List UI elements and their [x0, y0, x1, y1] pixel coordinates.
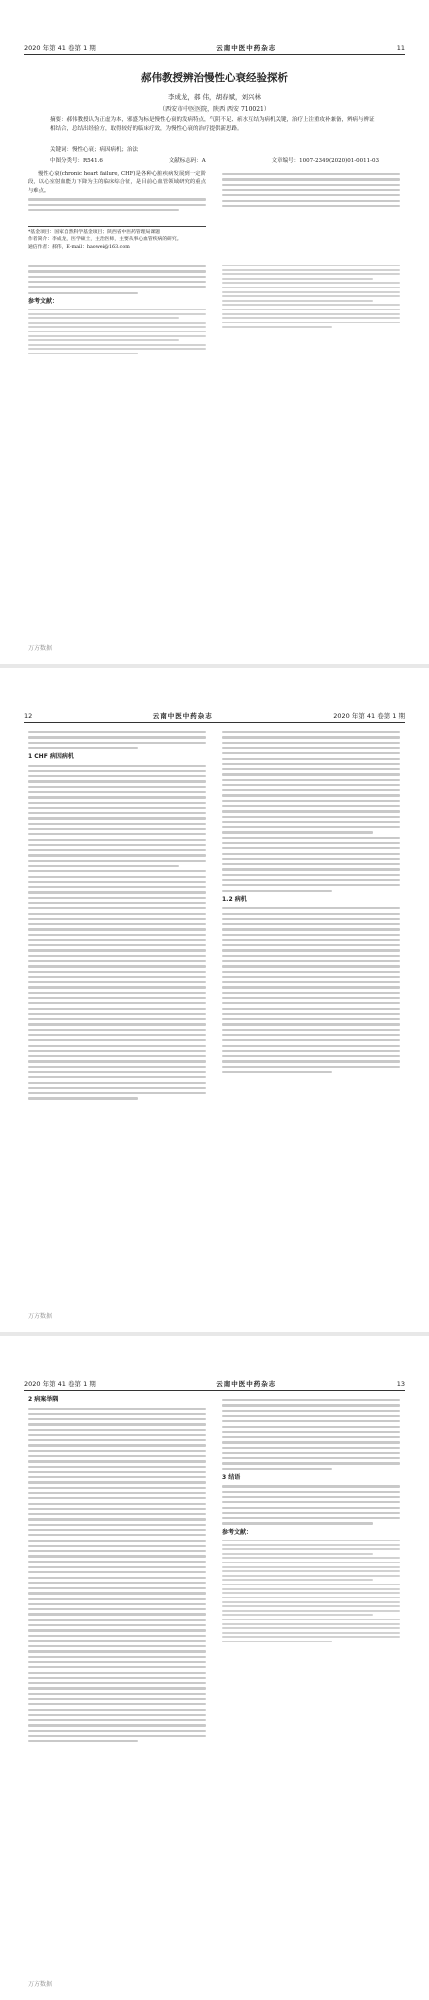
left-column [28, 728, 206, 1103]
left-column [28, 1396, 206, 1746]
header-page-number: 13 [396, 1380, 405, 1388]
text-block [28, 265, 206, 294]
author-list: 李成龙，郝 伟，胡春斌，刘兴林 [167, 93, 262, 101]
left-column-body [28, 262, 206, 357]
header-journal: 云南中医中药杂志 [216, 44, 277, 52]
page-1 [0, 0, 429, 664]
keywords: 关键词：慢性心衰；病因病机；治法 [50, 147, 139, 153]
header-page-number: 11 [396, 44, 405, 52]
references-heading: 参考文献： [222, 1528, 253, 1536]
right-column [222, 1396, 400, 1645]
text-block [28, 765, 206, 1100]
section-heading: 2 病案举隅 [28, 1396, 59, 1403]
page-header [24, 40, 405, 55]
article-title: 郝伟教授辨治慢性心衰经验探析 [141, 72, 288, 84]
watermark: 万方数据 [28, 645, 53, 652]
header-journal: 云南中医中药杂志 [152, 712, 213, 720]
article-metadata [50, 156, 379, 164]
subsection-heading: 1.2 病机 [222, 895, 247, 903]
right-column-body [222, 170, 400, 210]
text-block [222, 731, 400, 892]
author-note: 作者简介：李成龙，医学硕士，主治医师，主要从事心血管疾病的研究。 [28, 237, 182, 243]
page-3 [0, 1336, 429, 2000]
clc-number: 中图分类号：R541.6 [50, 158, 103, 164]
abstract: 摘要：郝伟教授认为正虚为本，邪盛为标是慢性心衰的发病特点，气阴不足、瘀水互结为病机关键，治疗上注重攻补兼备，辨病与辨证相结合，总结出经验方，取得较好的临床疗效，为慢性心衰的治疗提供新思路。 [50, 117, 375, 132]
references-heading: 参考文献： [28, 297, 59, 305]
section-heading: 3 结语 [222, 1473, 241, 1481]
article-number: 文章编号：1007-2349(2020)01-0011-03 [271, 158, 379, 164]
page-header [24, 1376, 405, 1391]
right-column [222, 728, 400, 1076]
text-block [222, 907, 400, 1073]
footnote-block [28, 226, 206, 251]
header-page-number: 12 [24, 712, 33, 720]
text-block [222, 1485, 400, 1524]
document-code: 文献标志码：A [168, 158, 206, 164]
text-block [28, 731, 206, 749]
text-block [222, 1399, 400, 1470]
header-issue: 2020 年第 41 卷第 1 期 [333, 712, 405, 720]
watermark: 万方数据 [28, 1981, 53, 1988]
left-column-intro [28, 170, 206, 214]
fund-note: *基金项目：国家自然科学基金项目；陕西省中医药管理局课题 [28, 230, 160, 235]
text-block [28, 198, 206, 211]
references-list [222, 1540, 400, 1643]
corresponding-author: 通信作者：郝伟，E-mail：haowei@163.com [28, 244, 130, 250]
intro-paragraph: 慢性心衰(chronic heart failure, CHF)是各种心脏疾病发展到一定阶段，以心室射血能力下降为主的临床综合征，是目前心血管领域研究的重点与难点。 [28, 171, 206, 194]
header-journal: 云南中医中药杂志 [216, 1380, 277, 1388]
affiliation: （西安市中医医院，陕西 西安 710021） [159, 106, 270, 113]
header-issue: 2020 年第 41 卷第 1 期 [24, 1380, 96, 1388]
section-heading: 1 CHF 病因病机 [28, 753, 74, 761]
page-header [24, 708, 405, 723]
watermark: 万方数据 [28, 1313, 53, 1320]
case-report-text [28, 1408, 206, 1743]
page-2 [0, 668, 429, 1332]
right-column-refs [222, 262, 400, 330]
header-issue: 2020 年第 41 卷第 1 期 [24, 44, 96, 52]
text-block [222, 173, 400, 207]
references-list [222, 265, 400, 328]
references-list [28, 309, 206, 355]
